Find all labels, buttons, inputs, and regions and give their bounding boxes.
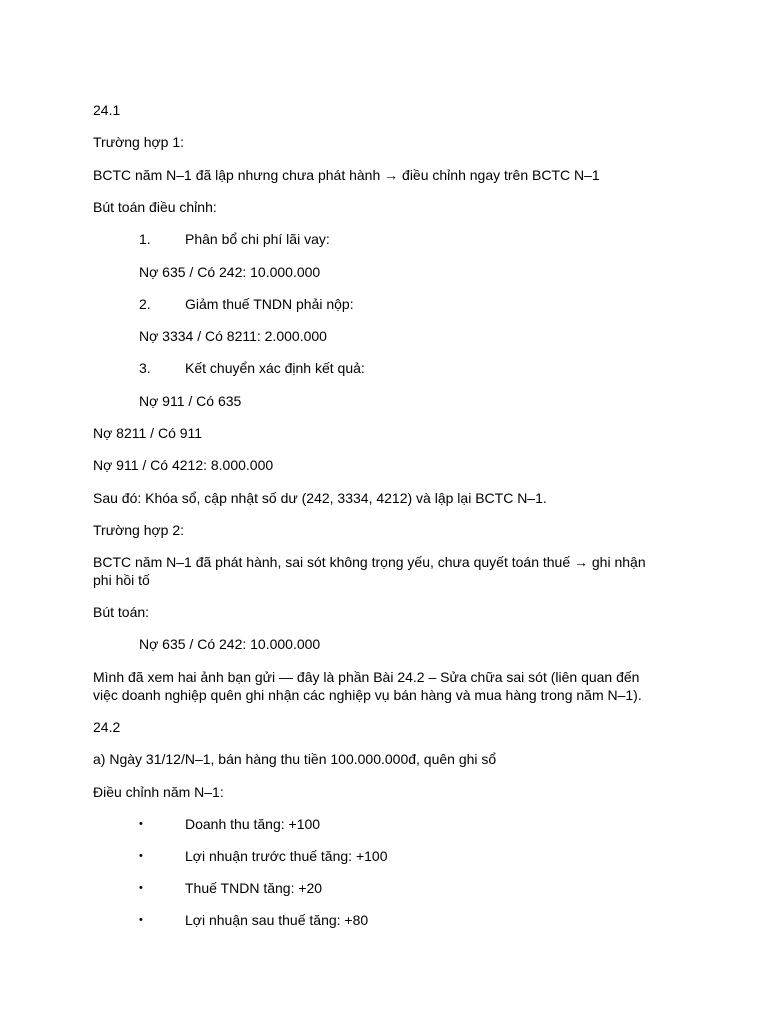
- bullet-2-marker: •: [139, 850, 143, 862]
- case-2-entry: Nợ 635 / Có 242: 10.000.000: [139, 636, 321, 652]
- part-a-text: a) Ngày 31/12/N–1, bán hàng thu tiền 100.000.000đ, quên ghi sổ: [93, 751, 497, 767]
- case-2-intro: BCTC năm N–1 đã phát hành, sai sót không trọng yếu, chưa quyết toán thuế → ghi nhận phi hồi tố: [93, 554, 646, 588]
- step-3-number: 3.: [139, 360, 151, 376]
- step-2-number: 2.: [139, 296, 151, 312]
- step-1-entry: Nợ 635 / Có 242: 10.000.000: [139, 264, 321, 280]
- bullet-3-text: Thuế TNDN tăng: +20: [185, 880, 323, 896]
- step-1-label: Phân bổ chi phí lãi vay:: [185, 231, 330, 247]
- bullet-4-text: Lợi nhuận sau thuế tăng: +80: [185, 912, 369, 928]
- bullet-4-marker: •: [139, 914, 143, 926]
- extra-entry-1: Nợ 8211 / Có 911: [93, 425, 203, 441]
- case-1-title: Trường hợp 1:: [93, 134, 185, 150]
- adjust-title: Điều chỉnh năm N–1:: [93, 784, 224, 800]
- step-2-label: Giảm thuế TNDN phải nộp:: [185, 296, 354, 312]
- step-3-entry: Nợ 911 / Có 635: [139, 393, 242, 409]
- step-2-entry: Nợ 3334 / Có 8211: 2.000.000: [139, 328, 327, 344]
- step-3-label: Kết chuyển xác định kết quả:: [185, 360, 365, 376]
- section-heading-24-1: 24.1: [93, 102, 121, 118]
- bullet-1-text: Doanh thu tăng: +100: [185, 816, 321, 832]
- case-1-after: Sau đó: Khóa sổ, cập nhật số dư (242, 3334, 4212) và lập lại BCTC N–1.: [93, 490, 547, 506]
- case-2-entries-title: Bút toán:: [93, 604, 150, 620]
- extra-entry-2: Nợ 911 / Có 4212: 8.000.000: [93, 457, 274, 473]
- step-1-number: 1.: [139, 231, 151, 247]
- section-heading-24-2: 24.2: [93, 719, 121, 735]
- case-2-title: Trường hợp 2:: [93, 522, 185, 538]
- case-1-intro: BCTC năm N–1 đã lập nhưng chưa phát hành → điều chỉnh ngay trên BCTC N–1: [93, 167, 600, 183]
- bullet-2-text: Lợi nhuận trước thuế tăng: +100: [185, 848, 388, 864]
- bullet-1-marker: •: [139, 818, 143, 830]
- bullet-3-marker: •: [139, 882, 143, 894]
- case-1-entries-title: Bút toán điều chỉnh:: [93, 199, 217, 215]
- note-paragraph: Mình đã xem hai ảnh bạn gửi — đây là phần Bài 24.2 – Sửa chữa sai sót (liên quan đến việc doanh nghiệp quên ghi nhận các nghiệp vụ bán hàng và mua hàng trong năm N–1).: [93, 669, 642, 703]
